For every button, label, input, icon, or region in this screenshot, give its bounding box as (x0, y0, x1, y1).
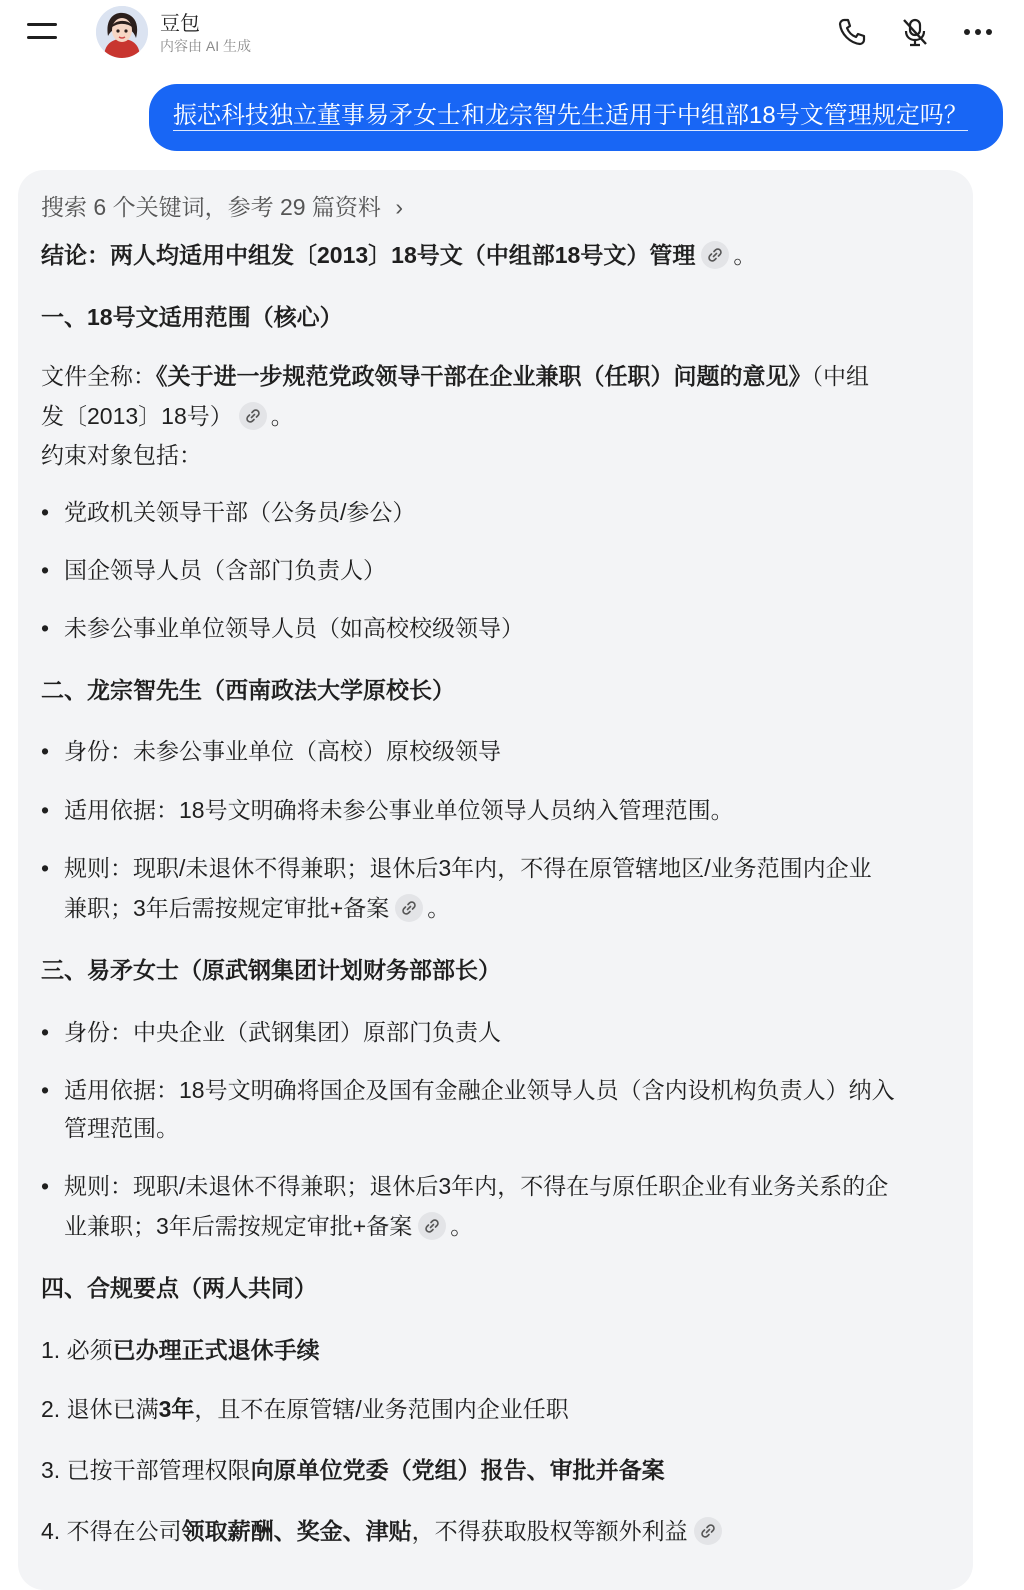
mute-mic-icon[interactable] (899, 16, 931, 48)
doc-label: 文件全称： (41, 363, 156, 389)
link-icon[interactable] (701, 241, 729, 269)
scope-label: 约束对象包括： (41, 442, 202, 468)
top-bar (0, 0, 1024, 68)
rule-item-line-2: 兼职；3年后需按规定审批+备案 。 (64, 895, 451, 921)
avatar[interactable] (96, 6, 148, 58)
conclusion (41, 240, 756, 271)
list-item: 未参公事业单位领导人员（如高校校级领导） (64, 615, 524, 641)
conclusion-prefix: 结论： (41, 242, 110, 268)
link-icon[interactable] (395, 894, 423, 922)
bullet-dot: • (41, 855, 50, 881)
section-4-title: 四、合规要点（两人共同） (41, 1275, 317, 1301)
phone-icon[interactable] (836, 16, 868, 48)
search-summary[interactable] (41, 189, 403, 222)
bullet-dot: • (41, 615, 50, 641)
doc-line-2: 发〔2013〕18号） (41, 403, 233, 429)
link-icon[interactable] (694, 1517, 722, 1545)
numbered-item: 2. 退休已满3年，且不在原管辖/业务范围内企业任职 (41, 1396, 569, 1422)
list-item: 党政机关领导干部（公务员/参公） (64, 499, 416, 525)
doc-name: 《关于进一步规范党政领导干部在企业兼职（任职）问题的意见》 (156, 363, 812, 389)
rule-item: 规则：现职/未退休不得兼职；退休后3年内，不得在原管辖地区/业务范围内企业 (64, 855, 872, 881)
menu-icon[interactable] (27, 20, 59, 44)
doc-fullname-line-2 (41, 401, 294, 432)
bullet-dot: • (41, 797, 50, 823)
conclusion-text: 两人均适用中组发〔2013〕18号文（中组部18号文）管理 (110, 242, 696, 268)
numbered-item: 1. 必须已办理正式退休手续 (41, 1337, 320, 1363)
user-message-bubble[interactable] (149, 84, 1003, 151)
numbered-item: 4. 不得在公司领取薪酬、奖金、津贴，不得获取股权等额外利益 (41, 1516, 726, 1547)
bullet-dot: • (41, 499, 50, 525)
section-3-title: 三、易矛女士（原武钢集团计划财务部部长） (41, 957, 501, 983)
link-icon[interactable] (418, 1212, 446, 1240)
doc-tail: （中组 (811, 363, 869, 389)
bullet-dot: • (41, 738, 50, 764)
basis-item-line-2: 管理范围。 (64, 1115, 179, 1141)
doc-fullname-line (41, 361, 869, 391)
identity-item: 身份：中央企业（武钢集团）原部门负责人 (64, 1019, 501, 1045)
identity-item: 身份：未参公事业单位（高校）原校级领导 (64, 738, 501, 764)
period: 。 (733, 242, 757, 268)
list-item: 国企领导人员（含部门负责人） (64, 557, 386, 583)
ai-generated-label: 内容由 AI 生成 (160, 38, 252, 54)
chevron-right-icon: › (395, 194, 403, 220)
basis-item: 适用依据：18号文明确将国企及国有金融企业领导人员（含内设机构负责人）纳入 (64, 1077, 895, 1103)
section-1-title: 一、18号文适用范围（核心） (41, 304, 343, 330)
bullet-dot: • (41, 1173, 50, 1199)
rule-item-line-2: 业兼职；3年后需按规定审批+备案 。 (64, 1213, 474, 1239)
section-2-title: 二、龙宗智先生（西南政法大学原校长） (41, 677, 455, 703)
bullet-dot: • (41, 1019, 50, 1045)
numbered-item: 3. 已按干部管理权限向原单位党委（党组）报告、审批并备案 (41, 1457, 665, 1483)
user-message-text: 振芯科技独立董事易矛女士和龙宗智先生适用于中组部18号文管理规定吗？ (173, 102, 968, 129)
rule-item: 规则：现职/未退休不得兼职；退休后3年内，不得在与原任职企业有业务关系的企 (64, 1173, 889, 1199)
link-icon[interactable] (239, 402, 267, 430)
bullet-dot: • (41, 557, 50, 583)
period: 。 (270, 403, 294, 429)
more-icon[interactable] (962, 16, 994, 48)
bot-name: 豆包 (160, 13, 200, 35)
search-summary-text: 搜索 6 个关键词，参考 29 篇资料 (41, 194, 381, 220)
bullet-dot: • (41, 1077, 50, 1103)
basis-item: 适用依据：18号文明确将未参公事业单位领导人员纳入管理范围。 (64, 797, 734, 823)
